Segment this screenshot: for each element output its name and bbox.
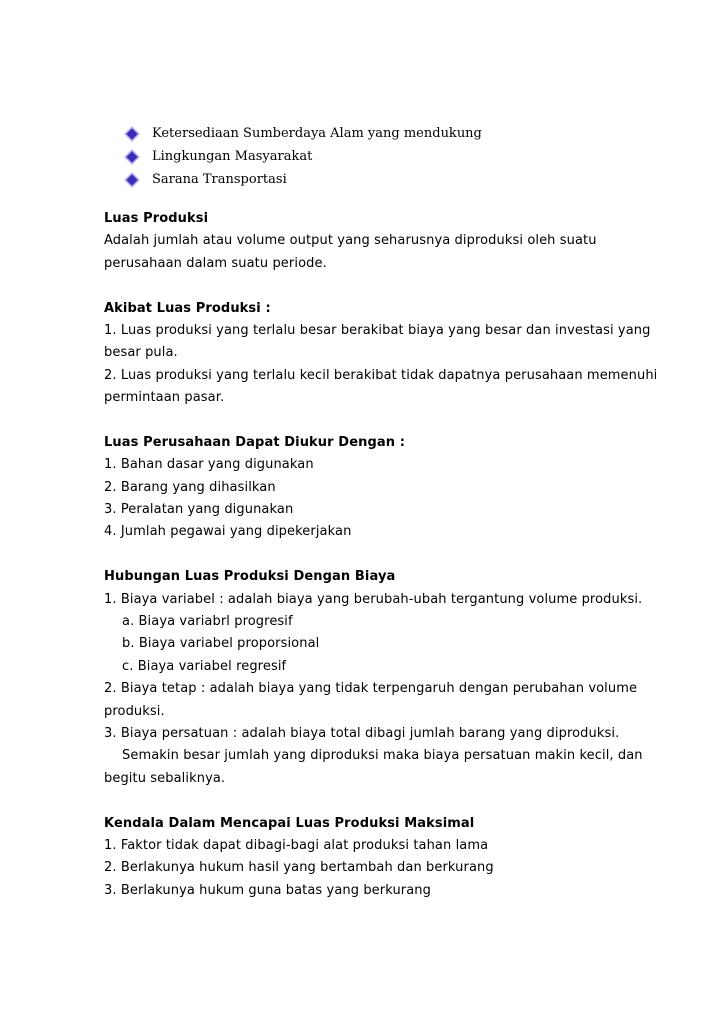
paragraph-line: permintaan pasar. — [104, 390, 225, 406]
paragraph-line: 1. Luas produksi yang terlalu besar berakibat biaya yang besar dan investasi yang — [104, 322, 651, 338]
bullet-item — [125, 145, 482, 168]
list-item: 3. Berlakunya hukum guna batas yang berkurang — [104, 882, 431, 898]
spacer — [104, 790, 644, 812]
list-item: 1. Bahan dasar yang digunakan — [104, 457, 314, 473]
spacer — [104, 544, 644, 566]
list-item: 4. Jumlah pegawai yang dipekerjakan — [104, 524, 352, 540]
section-heading: Hubungan Luas Produksi Dengan Biaya — [104, 569, 396, 585]
list-item: 3. Peralatan yang digunakan — [104, 502, 294, 518]
list-item-note: Semakin besar jumlah yang diproduksi maka biaya persatuan makin kecil, dan — [122, 748, 643, 764]
list-item: 2. Berlakunya hukum hasil yang bertambah dan berkurang — [104, 860, 494, 876]
list-item: 2. Biaya tetap : adalah biaya yang tidak terpengaruh dengan perubahan volume — [104, 681, 638, 697]
diamond-bullet-icon — [125, 149, 139, 163]
bullet-item — [125, 168, 482, 191]
sub-list-item: b. Biaya variabel proporsional — [122, 636, 320, 652]
document-body — [104, 208, 658, 902]
section-heading: Akibat Luas Produksi : — [104, 300, 271, 316]
bullet-item — [125, 122, 482, 145]
bullet-text: Lingkungan Masyarakat — [152, 149, 313, 164]
list-item-continuation: begitu sebaliknya. — [104, 770, 226, 786]
list-item: 1. Faktor tidak dapat dibagi-bagi alat produksi tahan lama — [104, 837, 489, 853]
list-item: 2. Barang yang dihasilkan — [104, 479, 276, 495]
list-item: 1. Biaya variabel : adalah biaya yang berubah-ubah tergantung volume produksi. — [104, 591, 643, 607]
sub-list-item: a. Biaya variabrl progresif — [122, 614, 293, 630]
paragraph-line: Adalah jumlah atau volume output yang seharusnya diproduksi oleh suatu — [104, 233, 597, 249]
diamond-bullet-icon — [125, 172, 139, 186]
section-heading: Luas Perusahaan Dapat Diukur Dengan : — [104, 434, 406, 450]
paragraph-line: perusahaan dalam suatu periode. — [104, 255, 327, 271]
section-heading: Kendala Dalam Mencapai Luas Produksi Maksimal — [104, 815, 475, 831]
section-heading: Luas Produksi — [104, 211, 209, 226]
list-item: 3. Biaya persatuan : adalah biaya total dibagi jumlah barang yang diproduksi. — [104, 725, 620, 741]
paragraph-line: besar pula. — [104, 345, 178, 361]
bullet-text: Sarana Transportasi — [152, 172, 287, 187]
spacer — [104, 410, 644, 432]
bullet-list — [125, 122, 482, 191]
diamond-bullet-icon — [125, 126, 139, 140]
list-item-continuation: produksi. — [104, 703, 165, 719]
spacer — [104, 275, 644, 297]
paragraph-line: 2. Luas produksi yang terlalu kecil berakibat tidak dapatnya perusahaan memenuhi — [104, 367, 658, 383]
bullet-text: Ketersediaan Sumberdaya Alam yang mendukung — [152, 126, 482, 141]
sub-list-item: c. Biaya variabel regresif — [122, 658, 287, 674]
